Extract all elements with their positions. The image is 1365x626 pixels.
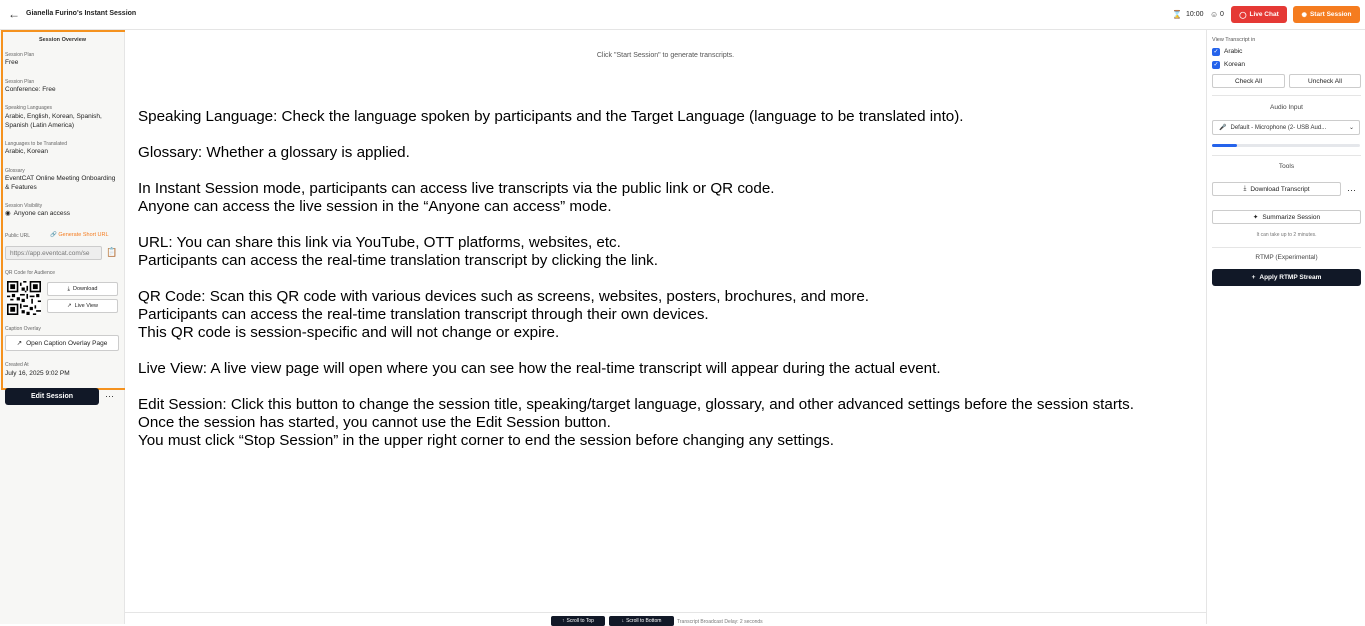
guide-paragraph: Glossary: Whether a glossary is applied.: [138, 144, 410, 161]
generate-short-url-link[interactable]: [50, 232, 109, 238]
participant-count: 0: [1220, 11, 1224, 18]
divider: [1212, 155, 1361, 156]
user-icon: ☺: [1210, 10, 1219, 19]
uncheck-all-button[interactable]: Uncheck All: [1289, 74, 1361, 88]
apply-rtmp-label: Apply RTMP Stream: [1259, 274, 1322, 281]
guide-paragraph: Speaking Language: Check the language spoken by participants and the Target Language (language to be translated into).: [138, 108, 964, 125]
eye-icon: ◉: [5, 210, 11, 217]
download-icon: ⤓: [1243, 185, 1247, 192]
more-options-icon[interactable]: ⋯: [105, 391, 114, 401]
visibility-row: [5, 210, 120, 219]
plan-label: Session Plan: [5, 52, 35, 58]
more-options-icon[interactable]: ⋯: [1347, 185, 1356, 195]
glossary-value: EventCAT Online Meeting Onboarding & Features: [5, 175, 116, 191]
guide-paragraph: QR Code: Scan this QR code with various devices such as screens, websites, posters, brochures, and more. Participants can access the real-time translation transcript through their own devices. This QR code is session-specific and will not change or expire.: [138, 288, 870, 341]
download-label: Download: [72, 286, 98, 292]
qr-code: [7, 281, 41, 315]
live-chat-button[interactable]: [1231, 6, 1287, 23]
audio-level-meter: [1212, 144, 1360, 147]
guide-paragraph: In Instant Session mode, participants can access live transcripts via the public link or QR code. Anyone can access the live session in the “Anyone can access” mode.: [138, 180, 775, 215]
open-caption-overlay-label: Open Caption Overlay Page: [26, 339, 108, 347]
translated-languages-value: Arabic, Korean: [5, 148, 48, 155]
start-session-label: Start Session: [1309, 11, 1352, 18]
microphone-icon: 🎤: [1219, 125, 1227, 131]
chevron-down-icon: ⌄: [1348, 125, 1354, 131]
plan2-label: Session Plan: [5, 79, 35, 85]
arabic-checkbox[interactable]: ✓: [1213, 49, 1219, 55]
arrow-down-icon: ↓: [621, 618, 625, 624]
overview-title: Session Overview: [38, 37, 87, 43]
download-transcript-button[interactable]: [1212, 182, 1341, 196]
back-arrow-icon[interactable]: ←: [8, 7, 20, 21]
rtmp-title: RTMP (Experimental): [1255, 254, 1318, 261]
view-transcript-label: View Transcript in: [1212, 37, 1256, 43]
summarize-session-label: Summarize Session: [1262, 213, 1321, 221]
audio-level-fill: [1212, 144, 1237, 147]
magic-wand-icon: ✦: [1252, 214, 1259, 221]
top-bar: [0, 0, 1365, 30]
korean-checkbox[interactable]: ✓: [1213, 62, 1219, 68]
audio-device-select[interactable]: [1212, 120, 1360, 135]
speaking-languages-value: Arabic, English, Korean, Spanish, Spanish (Latin America): [5, 113, 102, 129]
start-hint: Click "Start Session" to generate transcripts.: [596, 52, 735, 59]
guide-paragraph: Edit Session: Click this button to change the session title, speaking/target language, glossary, and other advanced settings before the session starts. Once the session has started, you cannot use the Edit Session button. You must click “Stop Session” in the upper right corner to end the session before changing any settings.: [138, 396, 1134, 449]
speaking-languages-label: Speaking Languages: [5, 105, 52, 111]
arabic-label: Arabic: [1224, 48, 1243, 55]
guide-paragraph: URL: You can share this link via YouTube, OTT platforms, websites, etc. Participants can access the real-time translation transcript by clicking the link.: [138, 234, 658, 269]
guide-paragraph: Live View: A live view page will open where you can see how the real-time transcript will appear during the actual event.: [138, 360, 941, 377]
translated-languages-label: Languages to be Translated: [5, 141, 67, 147]
tools-title: Tools: [1278, 163, 1295, 170]
sparkle-icon: ✺: [1301, 11, 1307, 19]
open-caption-overlay-button[interactable]: [5, 335, 119, 351]
scroll-to-bottom-label: Scroll to Bottom: [626, 618, 662, 624]
timer-icon: ⌛: [1172, 10, 1182, 19]
plan2-value: Conference: Free: [5, 86, 56, 93]
divider: [1212, 95, 1361, 96]
guide-text: [138, 108, 1198, 468]
session-title: Gianella Furino's Instant Session: [26, 10, 137, 17]
public-url-field[interactable]: https://app.eventcat.com/se: [5, 246, 102, 260]
download-transcript-label: Download Transcript: [1250, 185, 1310, 193]
download-icon: ⤓: [67, 285, 70, 292]
summarize-note: It can take up to 2 minutes.: [1256, 232, 1317, 238]
public-url-label: Public URL: [5, 233, 31, 239]
copy-icon[interactable]: 📋: [106, 247, 118, 257]
visibility-value: Anyone can access: [13, 210, 71, 217]
link-icon: 🔗: [50, 232, 57, 238]
live-chat-label: Live Chat: [1249, 11, 1279, 18]
live-view-label: Live View: [74, 303, 99, 309]
download-qr-button[interactable]: [47, 282, 118, 296]
caption-overlay-label: Caption Overlay: [5, 326, 41, 332]
created-at-value: July 16, 2025 9:02 PM: [5, 370, 70, 377]
broadcast-delay: Transcript Broadcast Delay: 2 seconds: [677, 619, 763, 625]
scroll-to-top-button[interactable]: [551, 616, 605, 626]
scroll-to-bottom-button[interactable]: [609, 616, 674, 626]
visibility-label: Session Visibility: [5, 203, 43, 209]
audio-device-label: Default - Microphone (2- USB Aud...: [1230, 124, 1327, 131]
qr-label: QR Code for Audience: [5, 270, 56, 276]
check-all-button[interactable]: Check All: [1212, 74, 1285, 88]
plan-value: Free: [5, 59, 19, 66]
generate-short-url-label: Generate Short URL: [58, 232, 109, 238]
plus-icon: +: [1251, 274, 1256, 281]
external-link-icon: ↗: [66, 303, 72, 309]
glossary-label: Glossary: [5, 168, 25, 174]
edit-session-button[interactable]: Edit Session: [5, 388, 99, 405]
korean-label: Korean: [1224, 61, 1245, 68]
session-timer: 10:00: [1186, 11, 1204, 18]
arrow-up-icon: ↑: [562, 618, 565, 624]
divider: [1212, 247, 1361, 248]
created-at-label: Created At: [5, 362, 29, 368]
audio-input-title: Audio Input: [1270, 104, 1303, 111]
start-session-button[interactable]: [1293, 6, 1360, 23]
chat-bubble-icon: ◯: [1239, 11, 1247, 19]
live-view-button[interactable]: [47, 299, 118, 313]
apply-rtmp-button[interactable]: [1212, 269, 1361, 286]
scroll-to-top-label: Scroll to Top: [566, 618, 594, 624]
summarize-session-button[interactable]: [1212, 210, 1361, 224]
external-link-icon: ↗: [16, 340, 23, 347]
